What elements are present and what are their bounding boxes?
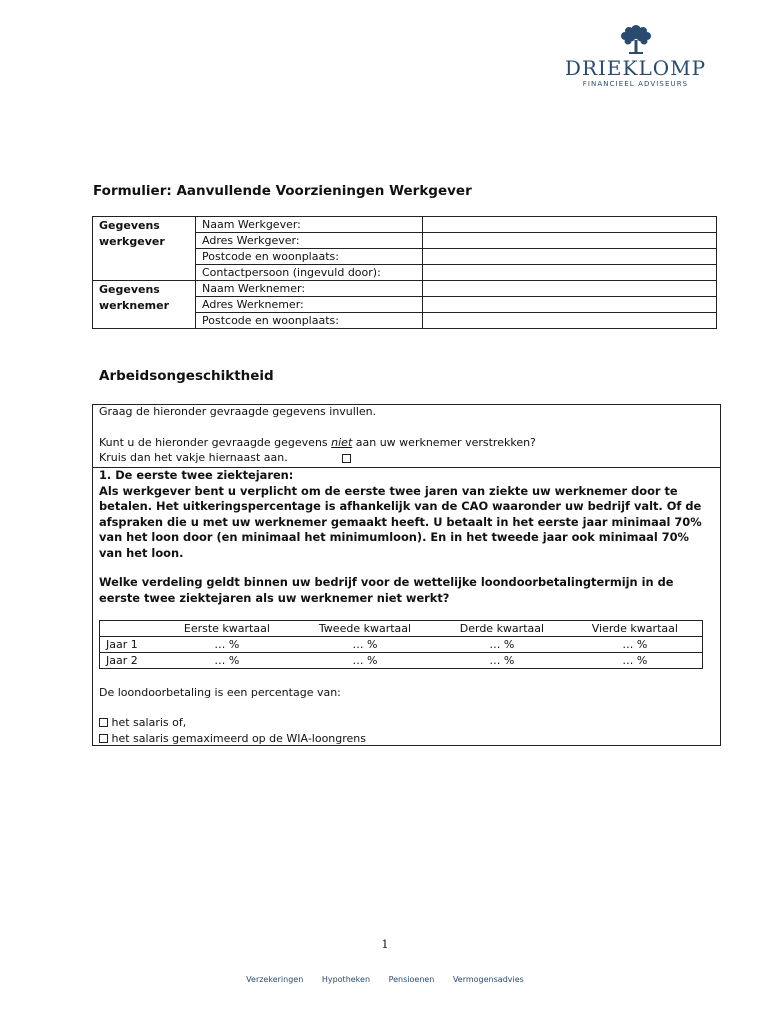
percentage-intro: De loondoorbetaling is een percentage van:	[99, 686, 341, 699]
footer	[0, 975, 770, 984]
section-title: Arbeidsongeschiktheid	[99, 368, 274, 384]
question-part: Kunt u de hieronder gevraagde gegevens	[99, 436, 332, 449]
salary-checkbox[interactable]	[99, 718, 108, 727]
page-title: Formulier: Aanvullende Voorzieningen Werkgever	[93, 183, 472, 199]
field-label: Adres Werkgever:	[196, 233, 423, 249]
employer-postcode-input[interactable]	[423, 249, 717, 265]
table-row	[93, 281, 717, 297]
table-row	[100, 653, 703, 669]
paragraph-line: betalen. Het uitkeringspercentage is afhankelijk van de CAO waaronder uw bedrijf valt. Of de	[99, 499, 702, 513]
disability-section-box	[92, 404, 721, 746]
question-emphasis: niet	[331, 436, 353, 449]
brand-name: DRIEKLOMP	[564, 56, 707, 80]
percentage-cell[interactable]: … %	[160, 637, 294, 653]
percentage-cell[interactable]: … %	[436, 653, 568, 669]
employee-postcode-input[interactable]	[423, 313, 717, 329]
employer-name-input[interactable]	[423, 217, 717, 233]
percentage-cell[interactable]: … %	[294, 637, 436, 653]
group-heading-line: Gegevens	[99, 219, 160, 232]
contact-person-input[interactable]	[423, 265, 717, 281]
column-header	[100, 621, 160, 637]
question2-line: eerste twee ziektejaren als uw werknemer niet werkt?	[99, 590, 450, 605]
paragraph-line: afspraken die u met uw werknemer gemaakt heeft. U betaalt in het eerste jaar minimaal 70%	[99, 514, 702, 529]
option-salary-capped	[99, 732, 366, 745]
brand-subtitle: FINANCIEEL ADVISEURS	[582, 80, 689, 88]
employee-name-input[interactable]	[423, 281, 717, 297]
tree-icon	[616, 22, 656, 56]
not-provide-checkbox[interactable]	[342, 454, 351, 463]
group-heading-line: werkgever	[99, 235, 165, 248]
employee-address-input[interactable]	[423, 297, 717, 313]
group-heading-line: werknemer	[99, 299, 170, 312]
footer-link-insurance[interactable]: Verzekeringen	[246, 975, 304, 984]
question2-line: Welke verdeling geldt binnen uw bedrijf voor de wettelijke loondoorbetalingtermijn in de	[99, 575, 674, 589]
column-header: Derde kwartaal	[436, 621, 568, 637]
group-heading-line: Gegevens	[99, 283, 160, 296]
field-label: Contactpersoon (ingevuld door):	[196, 265, 423, 281]
column-header: Vierde kwartaal	[568, 621, 703, 637]
percentage-cell[interactable]: … %	[160, 653, 294, 669]
salary-capped-checkbox[interactable]	[99, 734, 108, 743]
brand-logo	[538, 22, 733, 88]
field-label: Postcode en woonplaats:	[196, 249, 423, 265]
paragraph-line: van het loon door (en minimaal het minimumloon). En in het tweede jaar ook minimaal 70%	[99, 530, 689, 544]
option-label: het salaris of,	[111, 716, 187, 729]
table-header-row	[100, 621, 703, 637]
field-label: Postcode en woonplaats:	[196, 313, 423, 329]
employee-group-heading	[93, 281, 196, 329]
payment-terms-table	[99, 620, 703, 669]
check-prompt: Kruis dan het vakje hiernaast aan.	[99, 451, 288, 464]
employer-group-heading	[93, 217, 196, 281]
paragraph-line: Als werkgever bent u verplicht om de eerste twee jaren van ziekte uw werknemer door te	[99, 483, 678, 498]
table-row	[93, 217, 717, 233]
page-number: 1	[381, 938, 389, 951]
footer-link-mortgages[interactable]: Hypotheken	[321, 975, 371, 984]
percentage-cell[interactable]: … %	[294, 653, 436, 669]
field-label: Adres Werknemer:	[196, 297, 423, 313]
item-heading: 1. De eerste twee ziektejaren:	[99, 468, 294, 482]
option-salary	[99, 716, 186, 729]
footer-link-pensions[interactable]: Pensioenen	[388, 975, 435, 984]
table-row	[100, 637, 703, 653]
question-part: aan uw werknemer verstrekken?	[352, 436, 536, 449]
question-text	[99, 436, 536, 449]
field-label: Naam Werknemer:	[196, 281, 423, 297]
percentage-cell[interactable]: … %	[568, 653, 703, 669]
row-label: Jaar 2	[100, 653, 160, 669]
option-label: het salaris gemaximeerd op de WIA-loongrens	[111, 732, 367, 745]
column-header: Eerste kwartaal	[160, 621, 294, 637]
intro-text: Graag de hieronder gevraagde gegevens invullen.	[99, 405, 377, 418]
field-label: Naam Werkgever:	[196, 217, 423, 233]
footer-link-wealth[interactable]: Vermogensadvies	[452, 975, 524, 984]
row-label: Jaar 1	[100, 637, 160, 653]
percentage-cell[interactable]: … %	[568, 637, 703, 653]
percentage-cell[interactable]: … %	[436, 637, 568, 653]
paragraph-line: van het loon.	[99, 545, 184, 560]
employer-address-input[interactable]	[423, 233, 717, 249]
column-header: Tweede kwartaal	[294, 621, 436, 637]
contact-table	[92, 216, 717, 329]
